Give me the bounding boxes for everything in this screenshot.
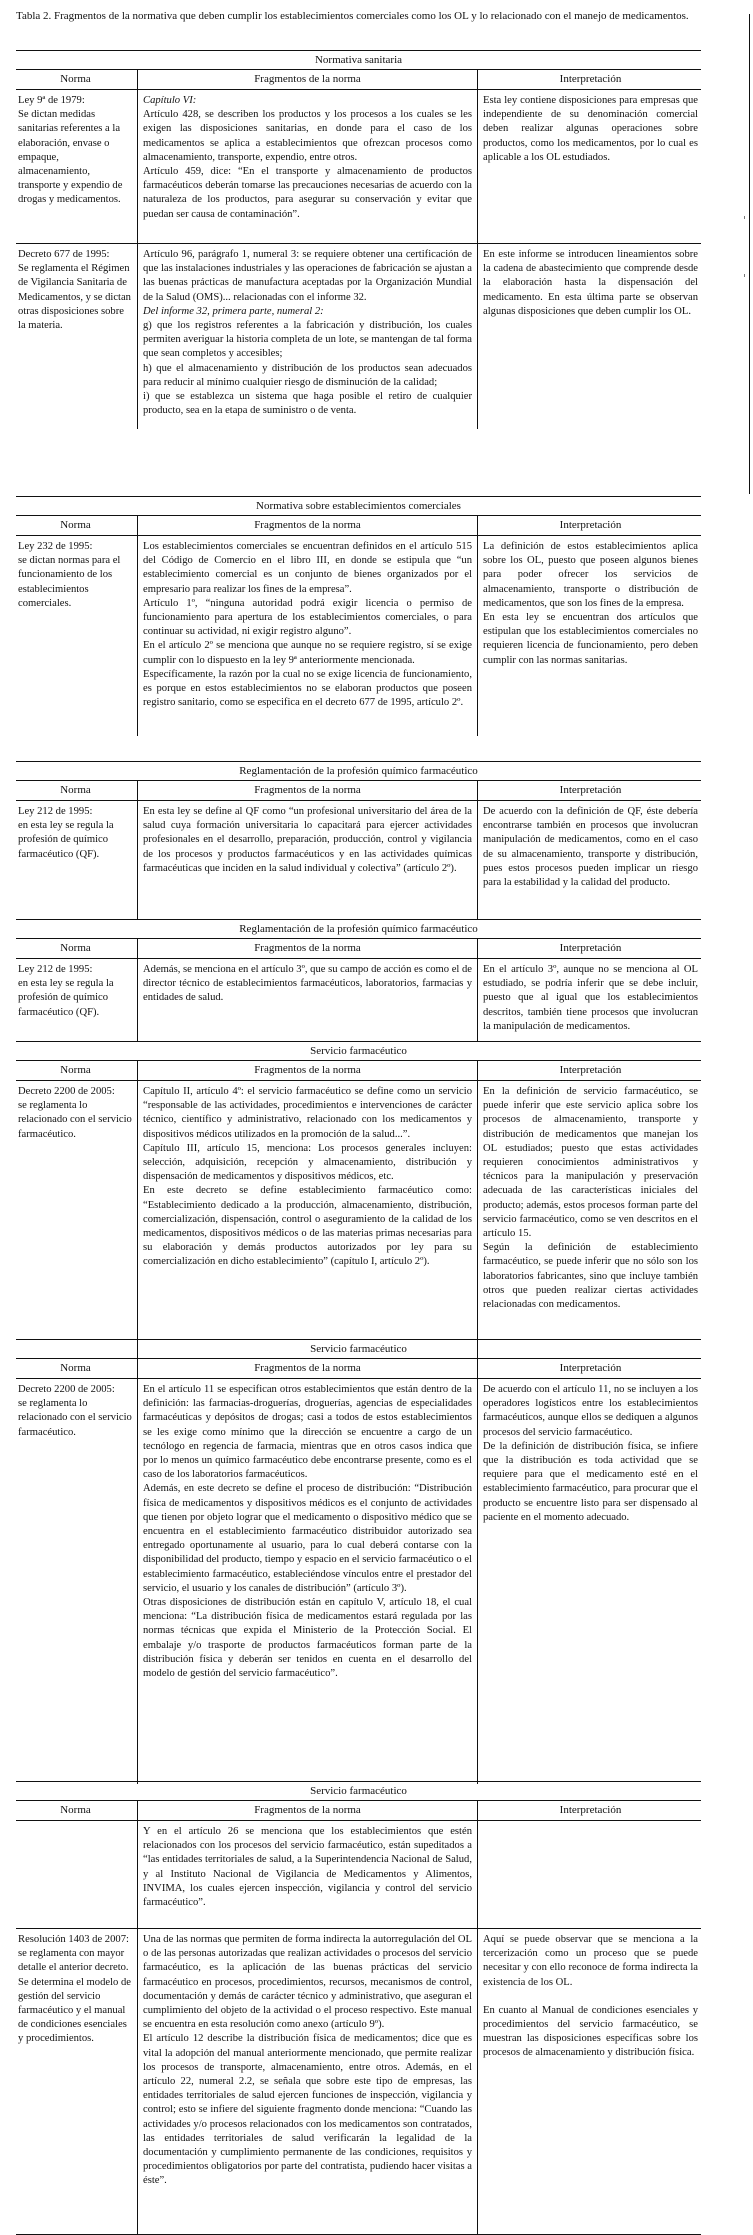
norma-title: Ley 9ª de 1979:	[18, 95, 85, 106]
fragmentos-cell	[137, 536, 477, 736]
header-interpretacion: Interpretación	[477, 1061, 701, 1080]
fragment-paragraph: Artículo 96, parágrafo 1, numeral 3: se requiere obtener una certificación de que las instalaciones industriales y las operaciones de fabricación se ajustan a las buenas prácticas de manufactura aceptadas por la Organización Mundial de la Salud (OMS)... relacionadas con el informe 32.	[143, 249, 472, 303]
norma-description: se reglamenta lo relacionado con el servicio farmacéutico.	[18, 1100, 132, 1140]
interpretacion-cell	[477, 959, 701, 1041]
section-servicio-farmaceutico-1	[16, 1041, 701, 1379]
header-fragmentos: Fragmentos de la norma	[137, 516, 477, 535]
fragmentos-cell	[137, 801, 477, 919]
header-norma: Norma	[60, 519, 91, 531]
section-profesion-qf-1	[16, 761, 701, 920]
header-interpretacion: Interpretación	[477, 70, 701, 89]
interpretation-paragraph: Según la definición de establecimiento farmacéutico, se puede inferir que no sólo son los laboratorios fabricantes, sino que incluye también otros que pueden realizar ciertas actividades relacionadas con medicamentos.	[483, 1242, 698, 1311]
fragment-paragraph: En el artículo 11 se especifican otros establecimientos que están dentro de la definición: las farmacias-droguerías, droguerías, agencias de especialidades farmacéuticas y depósitos de drogas; casi a todos de estos establecimientos se les exige como mínimo que la dirección se encuentre a cargo de un tecnólogo en regencia de farmacia, mientras que en otros casos indica que por lo menos un químico farmacéutico debe encontrarse presente, como es el caso de los laboratorios farmacéuticos.	[143, 1384, 472, 1481]
norma-description: Se reglamenta el Régimen de Vigilancia Sanitaria de Medicamentos, y se dictan otras disposiciones sobre la materia.	[18, 263, 131, 332]
fragment-paragraph: Capítulo II, artículo 4º: el servicio farmacéutico se define como un servicio “responsable de las actividades, procedimientos e intervenciones de carácter técnico, científico y administrativo, relacionado con los medicamentos y dispositivos médicos utilizados en la promoción de la salud...”.	[143, 1086, 472, 1140]
norma-cell	[16, 801, 137, 919]
header-norma: Norma	[60, 73, 91, 85]
page-edge-mark	[744, 274, 745, 277]
norma-description: en esta ley se regula la profesión de químico farmacéutico (QF).	[18, 978, 114, 1018]
header-interpretacion: Interpretación	[477, 939, 701, 958]
table-row	[16, 1928, 701, 2235]
header-interpretacion: Interpretación	[477, 1359, 701, 1378]
fragment-paragraph: Capítulo VI:	[143, 95, 197, 106]
fragment-paragraph: Y en el artículo 26 se menciona que los establecimientos que estén relacionados con los procesos del servicio farmacéutico, están supeditados a “las entidades territoriales de salud, a la Superintendencia Nacional de Salud, y al Instituto Nacional de Vigilancia de Medicamentos y Alimentos, INVIMA, los cuales ejercen inspección, vigilancia y control del servicio farmacéutico”.	[143, 1826, 472, 1909]
norma-description: se dictan normas para el funcionamiento de los establecimientos comerciales.	[18, 555, 121, 609]
fragment-paragraph: Específicamente, la razón por la cual no se exige licencia de funcionamiento, es porque en estos establecimientos no se elaboran productos que poseen registro sanitario, como se especifica en el decreto 677 de 1995, artículo 2º.	[143, 668, 472, 709]
fragmentos-cell	[137, 959, 477, 1041]
norma-cell	[16, 1379, 137, 1784]
page-edge-mark	[744, 216, 745, 219]
interpretation-paragraph: De la definición de distribución física, se infiere que la distribución es toda actividad que se requiere para que el medicamento esté en el establecimiento farmacéutico, para procurar que el producto se encuentre listo para ser dispensado al paciente en el momento adecuado.	[483, 1440, 698, 1523]
interpretacion-cell	[477, 801, 701, 919]
interpretation-paragraph: En este informe se introducen lineamientos sobre la cadena de abastecimiento que comprende desde la elaboración hasta la dispensación del medicamento. En esta última parte se observan algunas disposiciones que deben cumplir los OL.	[483, 249, 698, 317]
column-headers	[16, 70, 701, 90]
interpretation-paragraph: En el artículo 3º, aunque no se menciona al OL estudiado, se podría inferir que se debe incluir, puesto que al igual que los establecimientos descritos, también tiene procesos que involucran la manipulación de medicamentos.	[483, 964, 698, 1032]
norma-cell	[16, 244, 137, 429]
section-title: Normativa sobre establecimientos comerciales	[16, 496, 701, 516]
norma-description: en esta ley se regula la profesión de químico farmacéutico (QF).	[18, 820, 114, 860]
norma-cell	[16, 90, 137, 243]
header-norma: Norma	[60, 1804, 91, 1816]
interpretation-paragraph: Aquí se puede observar que se menciona a la tercerización como un proceso que se puede necesitar y con ello reconoce de forma indirecta la existencia de los OL.	[483, 1934, 698, 1988]
header-fragmentos: Fragmentos de la norma	[137, 1801, 477, 1820]
interpretacion-cell	[477, 1081, 701, 1379]
fragment-paragraph: Artículo 1º, “ninguna autoridad podrá exigir licencia o permiso de funcionamiento para apertura de los establecimientos comerciales, o para continuar su actividad, ni exigir registro alguno”.	[143, 597, 472, 638]
fragment-paragraph: Artículo 428, se describen los productos y los procesos a los cuales se les exigen las disposiciones sanitarias, en donde para el caso de los medicamentos se aplica a establecimientos que ofrezcan procesos como almacenamiento, transporte, expendio, entre otros.	[143, 109, 472, 163]
norma-cell	[16, 1821, 137, 1928]
section-title: Servicio farmacéutico	[16, 1339, 701, 1359]
table-row	[16, 1379, 701, 1784]
interpretation-paragraph: Esta ley contiene disposiciones para empresas que independiente de su denominación comercial deben realizar algunas operaciones sobre productos, como los medicamentos, por lo cual es aplicable a los OL estudiados.	[483, 95, 698, 163]
column-headers	[16, 1801, 701, 1821]
fragment-paragraph: Además, se menciona en el artículo 3º, que su campo de acción es como el de director técnico de establecimientos farmacéuticos, laboratorios, farmacias y entidades de salud.	[143, 964, 472, 1004]
fragment-paragraph: En el artículo 2º se menciona que aunque no se requiere registro, sí se exige cumplir con lo dispuesto en la ley 9ª anteriormente mencionada.	[143, 640, 472, 666]
fragmentos-cell	[137, 1081, 477, 1379]
norma-title: Ley 212 de 1995:	[18, 964, 93, 975]
table-row	[16, 536, 701, 736]
fragment-paragraph: Los establecimientos comerciales se encuentran definidos en el artículo 515 del Código de Comercio en el libro III, en donde se estipula que “un establecimiento comercial es un conjunto de bienes organizados por el empresario para realizar los fines de la empresa”.	[143, 541, 472, 595]
fragment-paragraph: Del informe 32, primera parte, numeral 2:	[143, 305, 324, 317]
interpretation-paragraph: En la definición de servicio farmacéutico, se puede inferir que este servicio aplica sobre los procesos de almacenamiento, transporte y distribución de medicamentos que manejan los OL estudiados; puesto que estas actividades requieren conocimientos administrativos y técnicos para la manipulación y preservación adecuada de las características iniciales del producto; además, estos procesos forman parte del servicio farmacéutico, como se ven descritos en el artículo 15.	[483, 1086, 698, 1240]
section-title: Servicio farmacéutico	[16, 1781, 701, 1801]
column-headers	[16, 516, 701, 536]
table-row	[16, 1081, 701, 1379]
interpretacion-cell	[477, 90, 701, 243]
header-fragmentos: Fragmentos de la norma	[137, 1061, 477, 1080]
interpretation-paragraph	[483, 1990, 698, 2004]
norma-description: se reglamenta con mayor detalle el anterior decreto. Se determina el modelo de gestión del servicio farmacéutico y el manual de condiciones esenciales y procedimientos.	[18, 1948, 131, 2045]
interpretation-paragraph: De acuerdo con el artículo 11, no se incluyen a los operadores logísticos entre los establecimientos farmacéuticos, aunque ellos se dediquen a algunos procesos del servicio farmacéutico.	[483, 1384, 698, 1438]
fragmentos-cell	[137, 90, 477, 243]
column-headers	[16, 1061, 701, 1081]
page-edge-rule	[749, 14, 750, 494]
header-norma: Norma	[60, 784, 91, 796]
fragment-paragraph: Artículo 459, dice: “En el transporte y almacenamiento de productos farmacéuticos deberán tomarse las precauciones necesarias de acuerdo con la naturaleza de los productos, para asegurar su conservación y evitar que puedan ser causa de contaminación”.	[143, 166, 472, 220]
header-fragmentos: Fragmentos de la norma	[137, 781, 477, 800]
header-norma: Norma	[60, 942, 91, 954]
norma-cell	[16, 536, 137, 736]
norma-cell	[16, 1081, 137, 1379]
column-headers	[16, 939, 701, 959]
fragment-paragraph: En este decreto se define establecimiento farmacéutico como: “Establecimiento dedicado a la producción, almacenamiento, distribución, comercialización, dispensación, control o aseguramiento de la calidad de los medicamentos, dispositivos médicos o de las materias primas necesarias para su elaboración y demás productos autorizados por ley para su comercialización en dicho establecimiento” (capítulo I, artículo 2º).	[143, 1185, 472, 1268]
interpretation-paragraph: En esta ley se encuentran dos artículos que estipulan que los establecimientos comerciales no requieren licencia de funcionamiento, pero deben cumplir con las normas sanitarias.	[483, 612, 698, 666]
section-normativa-sanitaria	[16, 50, 701, 429]
interpretacion-cell	[477, 536, 701, 736]
fragment-paragraph: g) que los registros referentes a la fabricación y distribución, los cuales permiten averiguar la historia completa de un lote, se mantengan de tal forma que sean completos y accesibles;	[143, 320, 472, 360]
fragment-paragraph: Una de las normas que permiten de forma indirecta la autorregulación del OL o de las personas autorizadas que realizan actividades o procesos del servicio farmacéutico, es la aplicación de las buenas prácticas del servicio farmacéutico en procesos, procedimientos, recursos, mecanismos de control, documentación y demás de carácter técnico y administrativo, que aseguran el cumplimiento del objeto de la actividad o el proceso respectivo. Este manual se encuentra en esta resolución como anexo (artículo 9º).	[143, 1934, 472, 2031]
table-row	[16, 1821, 701, 1928]
interpretation-paragraph: La definición de estos establecimientos aplica sobre los OL, puesto que poseen algunos bienes para poder ofrecer los servicios de almacenamiento, transporte o distribución de medicamentos, que son los fines de la empresa.	[483, 541, 698, 609]
section-title: Reglamentación de la profesión químico farmacéutico	[16, 761, 701, 781]
column-headers	[16, 781, 701, 801]
norma-title: Ley 232 de 1995:	[18, 541, 93, 552]
header-interpretacion: Interpretación	[477, 1801, 701, 1820]
interpretation-paragraph: De acuerdo con la definición de QF, éste debería encontrarse también en procesos que involucran manipulación de medicamentos, como en el caso de su almacenamiento, transporte y distribución, pues estos procesos pueden implicar un riesgo para la estabilidad y la calidad del producto.	[483, 806, 698, 889]
section-servicio-farmaceutico-2	[16, 1339, 701, 1784]
fragment-paragraph: Otras disposiciones de distribución están en capítulo V, artículo 18, el cual menciona: “La distribución física de medicamentos estará regulada por las normas técnicas que expida el Ministerio de la Protección Social. El embalaje y/o trasporte de productos farmacéuticos forman parte de la distribución física y deberán ser tenidos en cuenta en el desarrollo del modelo de gestión del servicio farmacéutico”.	[143, 1597, 472, 1680]
norma-title: Decreto 677 de 1995:	[18, 249, 110, 260]
fragment-paragraph: h) que el almacenamiento y distribución de los productos sean adecuados para reducir al mínimo cualquier riesgo de disminución de la calidad;	[143, 362, 472, 388]
header-interpretacion: Interpretación	[477, 516, 701, 535]
norma-title: Decreto 2200 de 2005:	[18, 1384, 115, 1395]
fragmentos-cell	[137, 1929, 477, 2234]
header-fragmentos: Fragmentos de la norma	[137, 1359, 477, 1378]
norma-title: Resolución 1403 de 2007:	[18, 1934, 129, 1945]
norma-description: se reglamenta lo relacionado con el servicio farmacéutico.	[18, 1398, 132, 1438]
norma-title: Decreto 2200 de 2005:	[18, 1086, 115, 1097]
table-row	[16, 801, 701, 920]
header-interpretacion: Interpretación	[477, 781, 701, 800]
section-title: Normativa sanitaria	[16, 50, 701, 70]
interpretacion-cell	[477, 1379, 701, 1784]
norma-description: Se dictan medidas sanitarias referentes a la elaboración, envase o empaque, almacenamiento, transporte y expendio de drogas y medicamentos.	[18, 109, 123, 206]
section-profesion-qf-2	[16, 919, 701, 1041]
fragmentos-cell	[137, 1379, 477, 1784]
table-row	[16, 243, 701, 429]
table-row	[16, 959, 701, 1041]
interpretation-paragraph: En cuanto al Manual de condiciones esenciales y procedimientos del servicio farmacéutico, se muestran las disposiciones específicas sobre los procesos de almacenamiento y distribución física.	[483, 2004, 698, 2059]
norma-cell	[16, 959, 137, 1041]
fragment-paragraph: En esta ley se define al QF como “un profesional universitario del área de la salud cuya formación universitaria lo capacitará para ejercer actividades profesionales en el desarrollo, preparación, producción, control y vigilancia de los procesos y productos farmacéuticos y en las actividades químicas farmacéuticas que inciden en la salud individual y colectiva” (artículo 2º).	[143, 806, 472, 874]
header-fragmentos: Fragmentos de la norma	[137, 939, 477, 958]
interpretacion-cell	[477, 1821, 701, 1928]
fragment-paragraph: El artículo 12 describe la distribución física de medicamentos; dice que es vital la adopción del manual anteriormente mencionado, que permite realizar los procesos de transporte, almacenamiento, entre otros. Además, en el artículo 22, numeral 2.2, se señala que sobre este tipo de empresas, las entidades territoriales de salud ejercen funciones de inspección, vigilancia y control; esto se infiere del siguiente fragmento donde menciona: “Cuando las actividades y/o procesos relacionados con los medicamentos son contratados, las entidades territoriales de salud verificarán la legalidad de la documentación y cumplimiento permanente de las condiciones, requisitos y procedimientos obligatorios por parte del contratista, pudiendo hacer visitas a éste”.	[143, 2033, 472, 2187]
column-headers	[16, 1359, 701, 1379]
header-norma: Norma	[60, 1064, 91, 1076]
section-title: Reglamentación de la profesión químico farmacéutico	[16, 919, 701, 939]
fragment-paragraph: Capítulo III, artículo 15, menciona: Los procesos generales incluyen: selección, adquisición, recepción y almacenamiento, distribución y dispensación de medicamentos y dispositivos médicos, etc.	[143, 1142, 472, 1183]
interpretacion-cell	[477, 244, 701, 429]
table-caption: Tabla 2. Fragmentos de la normativa que deben cumplir los establecimientos comerciales como los OL y lo relacionado con el manejo de medicamentos.	[16, 10, 689, 22]
fragment-paragraph: Además, en este decreto se define el proceso de distribución: “Distribución física de medicamentos y dispositivos médicos es el conjunto de actividades que tienen por objeto lograr que el medicamento o dispositivo médico que se encuentra en el establecimiento farmacéutico distribuidor autorizado sea entregado oportunamente al usuario, para lo cual deberá contarse con la disponibilidad del producto, tiempo y espacio en el servicio farmacéutico o el establecimiento farmacéutico, estableciéndose vínculos entre el prestador del servicio, el usuario y los canales de distribución” (artículo 3º).	[143, 1483, 472, 1594]
header-fragmentos: Fragmentos de la norma	[137, 70, 477, 89]
norma-cell	[16, 1929, 137, 2234]
table-row	[16, 90, 701, 243]
fragment-paragraph: i) que se establezca un sistema que haga posible el retiro de cualquier producto, sea en la etapa de suministro o de venta.	[143, 391, 472, 417]
section-servicio-farmaceutico-3	[16, 1781, 701, 2235]
fragmentos-cell	[137, 1821, 477, 1928]
fragmentos-cell	[137, 244, 477, 429]
norma-title: Ley 212 de 1995:	[18, 806, 93, 817]
section-title: Servicio farmacéutico	[16, 1041, 701, 1061]
header-norma: Norma	[60, 1362, 91, 1374]
section-establecimientos-comerciales	[16, 496, 701, 736]
interpretacion-cell	[477, 1929, 701, 2234]
